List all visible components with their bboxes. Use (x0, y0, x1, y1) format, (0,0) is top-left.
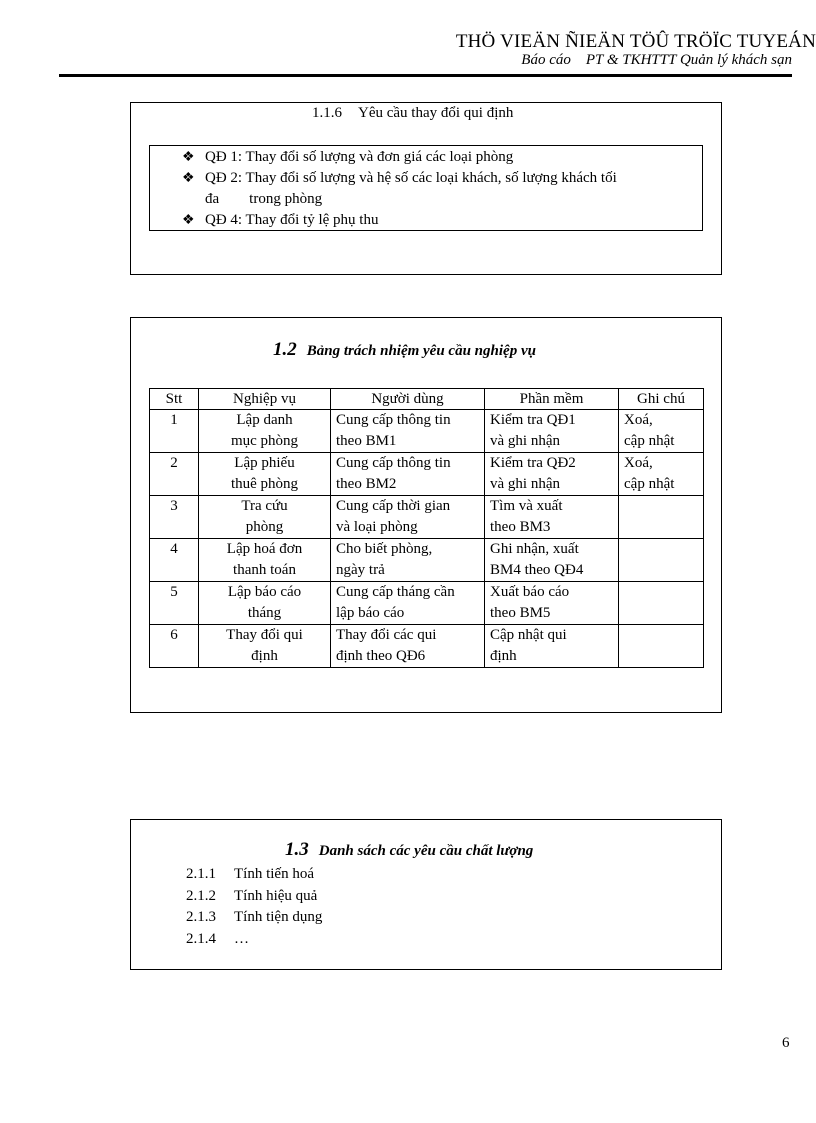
table-row: 6 Thay đổi qui định Thay đổi các qui định theo QĐ6 Cập nhật qui định (150, 625, 704, 668)
page-number: 6 (782, 1035, 790, 1051)
table-row: 4 Lập hoá đơn thanh toán Cho biết phòng, ngày trả Ghi nhận, xuất BM4 theo QĐ4 (150, 539, 704, 582)
column-header-note: Ghi chú (619, 389, 704, 410)
diamond-bullet-icon: ❖ (182, 171, 195, 186)
list-item: ❖ QĐ 2: Thay đổi số lượng và hệ số các loại khách, số lượng khách tối (182, 168, 697, 189)
quality-requirements-list (186, 864, 322, 950)
column-header-software: Phần mềm (485, 389, 619, 410)
section-12-title: Bảng trách nhiệm yêu cầu nghiệp vụ (306, 343, 536, 359)
section-12-number: 1.2 (273, 339, 297, 360)
section-13-heading (285, 839, 533, 861)
column-header-stt: Stt (150, 389, 199, 410)
regulation-change-list (182, 147, 697, 231)
list-item: 2.1.4 … (186, 930, 249, 947)
header-subtitle: Báo cáo PT & TKHTTT Quản lý khách sạn (521, 52, 792, 68)
table-row: 5 Lập báo cáo tháng Cung cấp tháng cần lập báo cáo Xuất báo cáo theo BM5 (150, 582, 704, 625)
responsibility-table (149, 388, 704, 668)
section-13-title: Danh sách các yêu cầu chất lượng (318, 843, 534, 859)
table-row: 2 Lập phiếu thuê phòng Cung cấp thông tin theo BM2 Kiểm tra QĐ2 và ghi nhận Xoá, cập nhật (150, 453, 704, 496)
column-header-business: Nghiệp vụ (199, 389, 331, 410)
list-item: 2.1.1 Tính tiến hoá (186, 866, 314, 882)
column-header-user: Người dùng (331, 389, 485, 410)
section-116-title: Yêu cầu thay đổi qui định (358, 105, 514, 121)
list-item: 2.1.3 Tính tiện dụng (186, 909, 323, 925)
table-row: 3 Tra cứu phòng Cung cấp thời gian và loại phòng Tìm và xuất theo BM3 (150, 496, 704, 539)
list-item: ❖ QĐ 1: Thay đổi số lượng và đơn giá các loại phòng (182, 147, 697, 168)
section-12-heading (273, 339, 536, 361)
header-title: THÖ VIEÄN ÑIEÄN TÖÛ TRÖÏC TUYEÁN (455, 31, 816, 52)
table-header-row (150, 389, 704, 410)
list-item-continuation: đa trong phòng (205, 191, 323, 207)
section-13-number: 1.3 (285, 839, 309, 860)
table-row: 1 Lập danh mục phòng Cung cấp thông tin theo BM1 Kiểm tra QĐ1 và ghi nhận Xoá, cập nhật (150, 410, 704, 453)
diamond-bullet-icon: ❖ (182, 213, 195, 228)
section-116-number: 1.1.6 (312, 105, 342, 121)
list-item: ❖ QĐ 4: Thay đổi tỷ lệ phụ thu (182, 210, 697, 231)
list-item: 2.1.2 Tính hiệu quả (186, 887, 318, 904)
diamond-bullet-icon: ❖ (182, 150, 195, 165)
header-rule (59, 74, 792, 77)
section-116-heading (312, 105, 513, 122)
